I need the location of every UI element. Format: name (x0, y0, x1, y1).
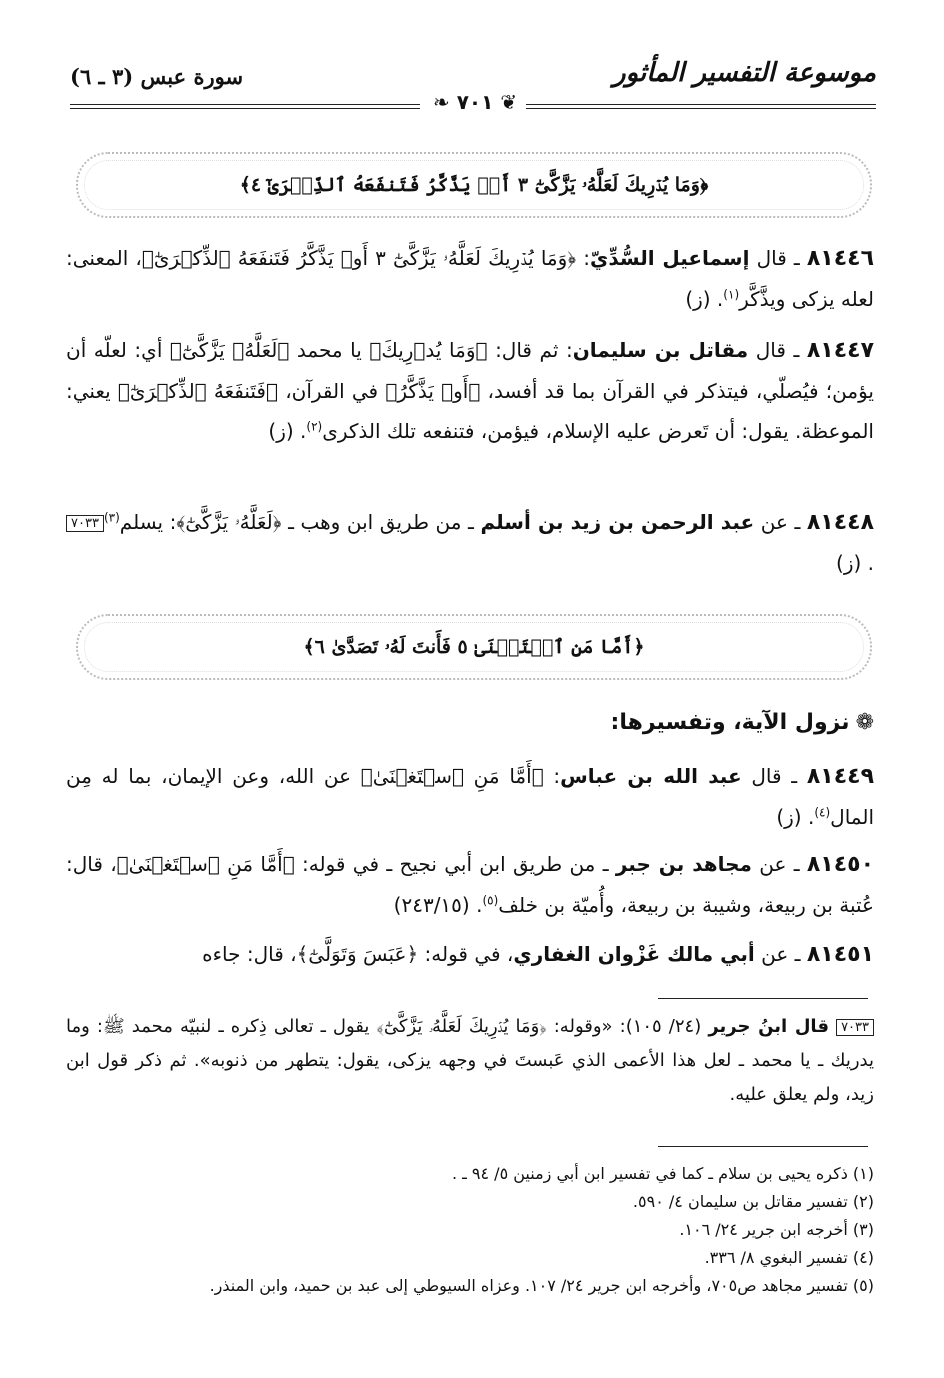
entry-8448: ٨١٤٤٨ ـ عن عبد الرحمن بن زيد بن أسلم ـ من طريق ابن وهب ـ ﴿لَعَلَّهُۥ يَزَّكَّىٰٓ﴾: يسلم$^{(٣)}$٧٠٣٣. (ز) (66, 502, 874, 583)
header-rule-right (526, 104, 876, 109)
entry-number: ٨١٤٤٧ (806, 338, 874, 363)
header-rule-left (70, 104, 420, 109)
entry-number: ٨١٤٤٨ (806, 510, 874, 535)
footnote-marker: (٣) (103, 510, 120, 525)
ayah-text: ﴿وَمَا يُدۡرِيكَ لَعَلَّهُۥ يَزَّكَّىٰٓ ٣ أَوۡ يَذَّكَّرُ فَتَنفَعَهُ ٱلذِّكۡرَىٰٓ ٤﴾ (239, 174, 709, 196)
entry-number: ٨١٤٥٠ (806, 852, 875, 877)
narrator-name: عبد الرحمن بن زيد بن أسلم (480, 510, 755, 534)
entry-number: ٨١٤٤٦ (806, 246, 875, 271)
cross-reference-box: ٧٠٣٣ (66, 515, 104, 532)
narrator-name: مجاهد بن جبر (615, 852, 752, 876)
footnote-5: (٥) تفسير مجاهد ص٧٠٥، وأخرجه ابن جرير ٢٤/ ١٠٧. وعزاه السيوطي إلى عبد بن حميد، وابن المنذر. (209, 1276, 874, 1295)
narrator-name: إسماعيل السُّدِّيّ (590, 246, 750, 270)
commentator-name: قال ابنُ جرير (708, 1016, 829, 1037)
ayah-box-1 (76, 152, 872, 218)
surah-label: سورة عبس (٣ ـ ٦) (70, 64, 244, 89)
page-number: ❦ ٧٠١ ❧ (432, 90, 518, 114)
ayah-box-2 (76, 614, 872, 680)
book-title: موسوعة التفسير المأثور (613, 58, 876, 88)
footnote-2: (٢) تفسير مقاتل بن سليمان ٤/ ٥٩٠. (632, 1192, 874, 1211)
entry-8450: ٨١٤٥٠ ـ عن مجاهد بن جبر ـ من طريق ابن أبي نجيح ـ في قوله: ﴿أَمَّا مَنِ ٱسۡتَغۡنَىٰ﴾، قال: عُتبة بن ربيعة، وشيبة بن ربيعة، وأُميّة بن خلف$^{(٥)}$. (٢٤٣/١٥) (66, 852, 875, 917)
entry-text: : ﴿أَمَّا مَنِ ٱسۡتَغۡنَىٰ﴾ عن الله، وعن الإيمان، بما له مِن المال (66, 764, 874, 829)
entry-text: : ﴿وَمَا يُدۡرِيكَ لَعَلَّهُۥ يَزَّكَّىٰٓ ٣ أَوۡ يَذَّكَّرُ فَتَنفَعَهُ ٱلذِّكۡرَىٰٓ﴾، المعنى: لعله يزكى ويذَّكَّر (66, 246, 874, 311)
section-heading: ❁نزول الآية، وتفسيرها: (610, 710, 874, 735)
footnote-4: (٤) تفسير البغوي ٨/ ٣٣٦. (704, 1248, 874, 1267)
cross-reference-box: ٧٠٣٣ (836, 1019, 874, 1036)
entry-8451: ٨١٤٥١ ـ عن أبي مالك غَزْوان الغفاري، في قوله: ﴿عَبَسَ وَتَوَلَّىٰٓ﴾، قال: جاءه (202, 942, 874, 967)
ayah-text: ﴿أَمَّا مَنِ ٱسۡتَغۡنَىٰ ٥ فَأَنتَ لَهُۥ تَصَدَّىٰ ٦﴾ (303, 636, 645, 658)
commentary-text: (٢٤/ ١٠٥): «وقوله: ﴿وَمَا يُدۡرِيكَ لَعَلَّهُۥ يَزَّكَّىٰٓ﴾ يقول ـ تعالى ذِكره ـ لنبيّه محمد ﷺ: وما يدريك ـ يا محمد ـ لعل هذا الأعمى الذي عَبستَ في وجهه يزكى، يقول: يتطهر من ذنوبه». ثم ذكر قول ابن زيد، ولم يعلق عليه. (66, 1016, 874, 1105)
entry-8446: ٨١٤٤٦ ـ قال إسماعيل السُّدِّيّ: ﴿وَمَا يُدۡرِيكَ لَعَلَّهُۥ يَزَّكَّىٰٓ ٣ أَوۡ يَذَّكَّرُ فَتَنفَعَهُ ٱلذِّكۡرَىٰٓ﴾، المعنى: لعله يزكى ويذَّكَّر$^{(١)}$. (ز) (66, 246, 875, 311)
footnote-1: (١) ذكره يحيى بن سلام ـ كما في تفسير ابن أبي زمنين ٥/ ٩٤ ـ . (451, 1164, 874, 1183)
ornament-icon: ❦ (493, 90, 518, 114)
footnote-marker: (٥) (482, 893, 499, 908)
narrator-name: مقاتل بن سليمان (572, 338, 749, 362)
entry-number: ٨١٤٤٩ (806, 764, 874, 789)
entry-8449: ٨١٤٤٩ ـ قال عبد الله بن عباس: ﴿أَمَّا مَنِ ٱسۡتَغۡنَىٰ﴾ عن الله، وعن الإيمان، بما له مِن المال$^{(٤)}$. (ز) (66, 764, 874, 829)
entry-8447: ٨١٤٤٧ ـ قال مقاتل بن سليمان: ثم قال: ﴿وَمَا يُدۡرِيكَ﴾ يا محمد ﴿لَعَلَّهُۥ يَزَّكَّىٰٓ﴾ أي: لعلّه أن يؤمن؛ فيُصلّي، فيتذكر في القرآن بما قد أفسد، ﴿أَوۡ يَذَّكَّرُ﴾ في القرآن، ﴿فَتَنفَعَهُ ٱلذِّكۡرَىٰٓ﴾ يعني: الموعظة. يقول: أن تَعرض عليه الإسلام، فيؤمن، فتنفعه تلك الذكرى$^{(٢)}$. (ز) (66, 338, 874, 443)
ornament-icon: ❧ (432, 90, 457, 114)
entry-text: ـ من طريق ابن وهب ـ ﴿لَعَلَّهُۥ يَزَّكَّىٰٓ﴾: يسلم (119, 510, 481, 534)
footnote-marker: (٢) (306, 419, 323, 434)
commentary-divider (658, 998, 868, 999)
flower-icon: ❁ (855, 710, 874, 735)
footnote-marker: (١) (723, 287, 740, 302)
narrator-name: عبد الله بن عباس (560, 764, 742, 788)
entry-text: ـ من طريق ابن أبي نجيح ـ في قوله: ﴿أَمَّا مَنِ ٱسۡتَغۡنَىٰ﴾، قال: عُتبة بن ربيعة، وشيبة بن ربيعة، وأُميّة بن خلف (66, 852, 874, 917)
commentary-note (66, 1010, 874, 1112)
footnote-marker: (٤) (814, 805, 831, 820)
footnote-divider (658, 1146, 868, 1147)
entry-text: : ثم قال: ﴿وَمَا يُدۡرِيكَ﴾ يا محمد ﴿لَعَلَّهُۥ يَزَّكَّىٰٓ﴾ أي: لعلّه أن يؤمن؛ فيُصلّي، فيتذكر في القرآن بما قد أفسد، ﴿أَوۡ يَذَّكَّرُ﴾ في القرآن، ﴿فَتَنفَعَهُ ٱلذِّكۡرَىٰٓ﴾ يعني: الموعظة. يقول: أن تَعرض عليه الإسلام، فيؤمن، فتنفعه تلك الذكرى (66, 338, 874, 443)
narrator-name: أبي مالك غَزْوان الغفاري (513, 942, 755, 966)
entry-number: ٨١٤٥١ (806, 942, 874, 967)
entry-text: ، في قوله: ﴿عَبَسَ وَتَوَلَّىٰٓ﴾، قال: جاءه (202, 942, 514, 966)
footnote-3: (٣) أخرجه ابن جرير ٢٤/ ١٠٦. (679, 1220, 874, 1239)
